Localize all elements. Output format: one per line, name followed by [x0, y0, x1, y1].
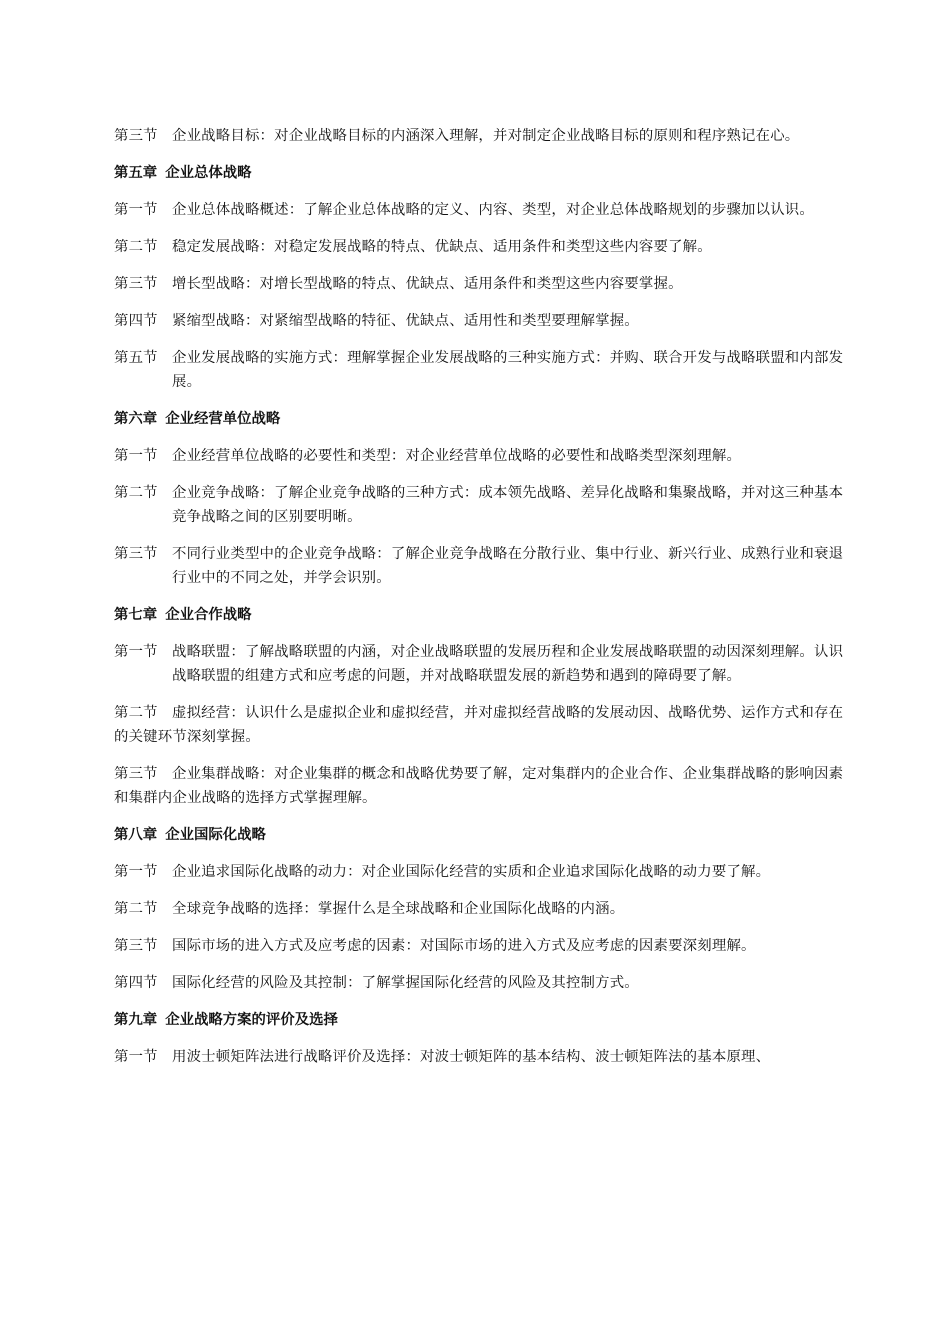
section-text: 紧缩型战略：对紧缩型战略的特征、优缺点、适用性和类型要理解掌握。	[172, 313, 639, 329]
chapter-heading	[114, 1008, 854, 1032]
section-number: 第一节	[114, 202, 158, 218]
section-number: 第三节	[114, 276, 158, 292]
section-paragraph	[114, 897, 854, 921]
chapter-heading	[114, 407, 854, 431]
chapter-heading	[114, 161, 854, 185]
section-text: 国际市场的进入方式及应考虑的因素：对国际市场的进入方式及应考虑的因素要深刻理解。	[172, 938, 756, 954]
section-text: 不同行业类型中的企业竞争战略：了解企业竞争战略在分散行业、集中行业、新兴行业、成熟行业和衰退行业中的不同之处，并学会识别。	[172, 546, 844, 586]
section-paragraph	[114, 235, 854, 259]
section-text: 企业总体战略概述：了解企业总体战略的定义、内容、类型，对企业总体战略规划的步骤加以认识。	[172, 202, 814, 218]
section-number: 第一节	[114, 1049, 158, 1065]
chapter-heading	[114, 603, 854, 627]
chapter-number: 第八章	[114, 827, 158, 843]
section-text: 企业战略目标：对企业战略目标的内涵深入理解，并对制定企业战略目标的原则和程序熟记在心。	[172, 128, 800, 144]
section-text: 企业竞争战略：了解企业竞争战略的三种方式：成本领先战略、差异化战略和集聚战略，并对这三种基本竞争战略之间的区别要明晰。	[172, 485, 844, 525]
section-number: 第二节	[114, 901, 158, 917]
section-number: 第三节	[114, 938, 158, 954]
section-paragraph	[114, 701, 854, 749]
section-text: 增长型战略：对增长型战略的特点、优缺点、适用条件和类型这些内容要掌握。	[172, 276, 683, 292]
chapter-number: 第九章	[114, 1012, 158, 1028]
section-text: 企业集群战略：对企业集群的概念和战略优势要了解，定对集群内的企业合作、企业集群战略的影响因素和集群内企业战略的选择方式掌握理解。	[114, 766, 844, 806]
section-number: 第二节	[114, 705, 158, 721]
section-text: 全球竞争战略的选择：掌握什么是全球战略和企业国际化战略的内涵。	[172, 901, 625, 917]
section-paragraph	[114, 640, 854, 688]
section-paragraph	[114, 762, 854, 810]
section-text: 战略联盟：了解战略联盟的内涵，对企业战略联盟的发展历程和企业发展战略联盟的动因深刻理解。认识战略联盟的组建方式和应考虑的问题，并对战略联盟发展的新趋势和遇到的障碍要了解。	[172, 644, 844, 684]
chapter-title: 企业合作战略	[165, 607, 252, 623]
section-paragraph	[114, 124, 854, 148]
chapter-title: 企业战略方案的评价及选择	[165, 1012, 338, 1028]
section-paragraph	[114, 272, 854, 296]
section-number: 第一节	[114, 644, 158, 660]
section-paragraph	[114, 198, 854, 222]
section-paragraph	[114, 542, 854, 590]
chapter-title: 企业经营单位战略	[165, 411, 281, 427]
section-number: 第三节	[114, 766, 158, 782]
section-paragraph	[114, 934, 854, 958]
section-paragraph	[114, 481, 854, 529]
chapter-number: 第六章	[114, 411, 158, 427]
section-text: 用波士顿矩阵法进行战略评价及选择：对波士顿矩阵的基本结构、波士顿矩阵法的基本原理、	[172, 1049, 771, 1065]
document-page	[114, 124, 854, 1082]
section-text: 企业发展战略的实施方式：理解掌握企业发展战略的三种实施方式：并购、联合开发与战略联盟和内部发展。	[172, 350, 844, 390]
section-number: 第四节	[114, 313, 158, 329]
section-number: 第四节	[114, 975, 158, 991]
section-text: 虚拟经营：认识什么是虚拟企业和虚拟经营，并对虚拟经营战略的发展动因、战略优势、运作方式和存在的关键环节深刻掌握。	[114, 705, 844, 745]
section-paragraph	[114, 1045, 854, 1069]
section-text: 稳定发展战略：对稳定发展战略的特点、优缺点、适用条件和类型这些内容要了解。	[172, 239, 712, 255]
section-paragraph	[114, 971, 854, 995]
chapter-number: 第五章	[114, 165, 158, 181]
section-paragraph	[114, 309, 854, 333]
chapter-heading	[114, 823, 854, 847]
section-number: 第二节	[114, 485, 158, 501]
section-text: 企业追求国际化战略的动力：对企业国际化经营的实质和企业追求国际化战略的动力要了解。	[172, 864, 771, 880]
chapter-title: 企业国际化战略	[165, 827, 266, 843]
section-number: 第一节	[114, 864, 158, 880]
chapter-number: 第七章	[114, 607, 158, 623]
section-paragraph	[114, 860, 854, 884]
section-number: 第二节	[114, 239, 158, 255]
section-number: 第五节	[114, 350, 158, 366]
section-paragraph	[114, 346, 854, 394]
section-number: 第一节	[114, 448, 158, 464]
section-text: 国际化经营的风险及其控制：了解掌握国际化经营的风险及其控制方式。	[172, 975, 639, 991]
section-number: 第三节	[114, 128, 158, 144]
chapter-title: 企业总体战略	[165, 165, 252, 181]
section-number: 第三节	[114, 546, 158, 562]
section-text: 企业经营单位战略的必要性和类型：对企业经营单位战略的必要性和战略类型深刻理解。	[172, 448, 742, 464]
section-paragraph	[114, 444, 854, 468]
